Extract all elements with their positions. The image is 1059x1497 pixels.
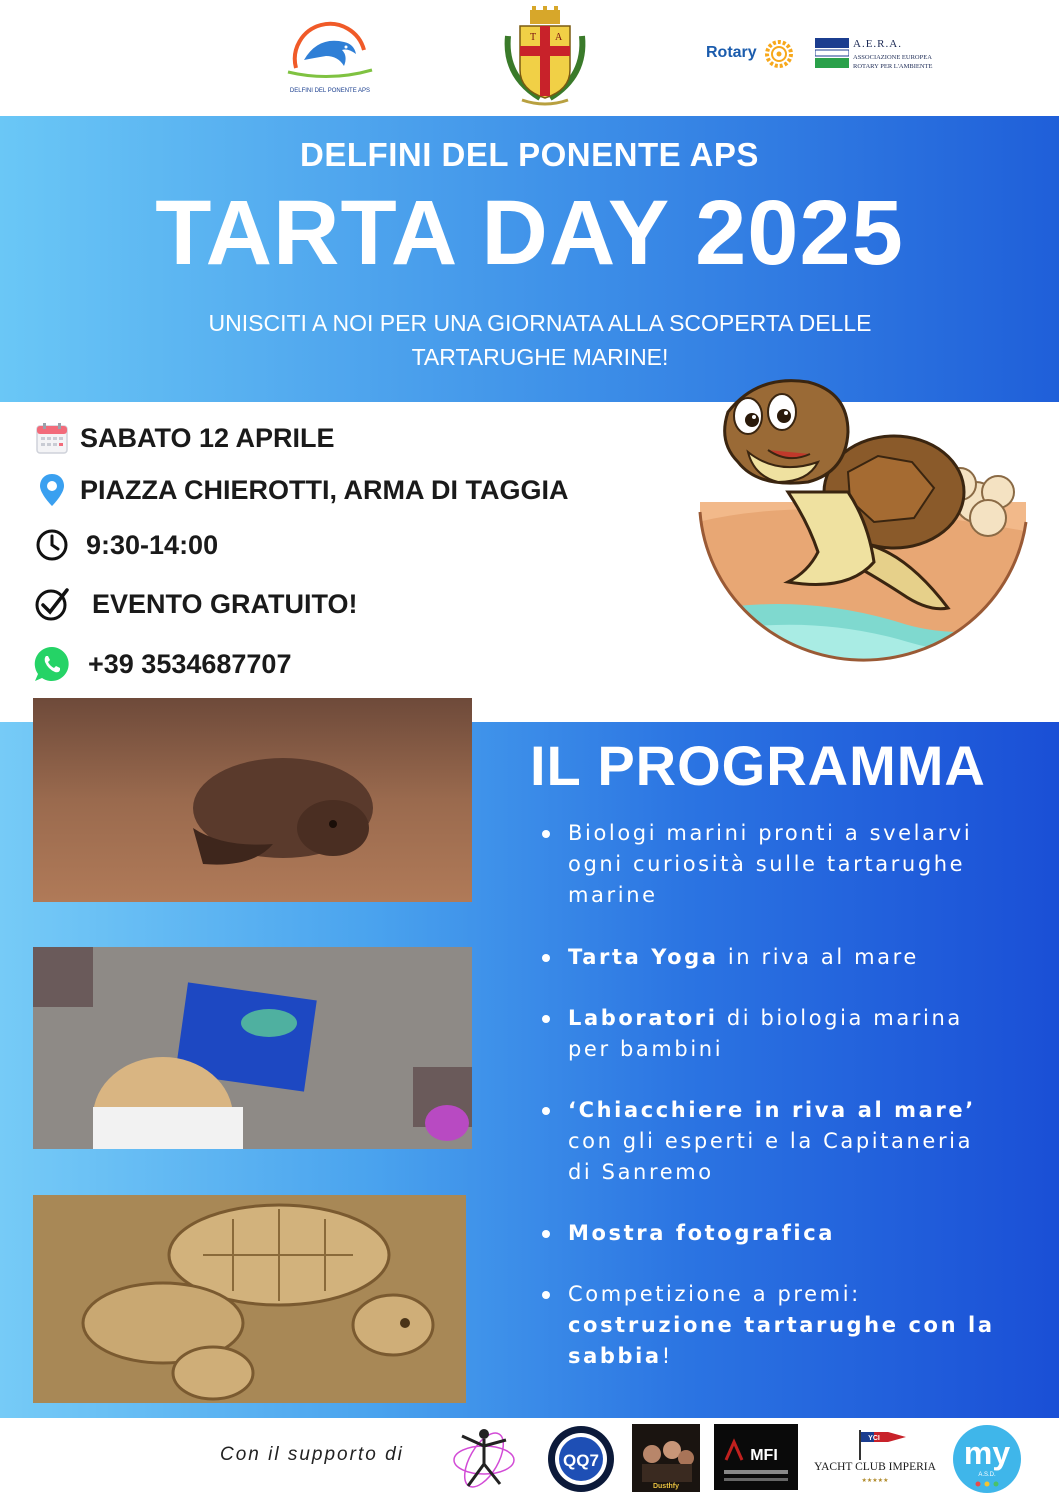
aera-name: A.E.R.A. [853, 38, 902, 50]
crest-icon [500, 6, 590, 110]
yacht-club-flag-icon [808, 1424, 942, 1488]
sponsor-azzurra [448, 1424, 520, 1496]
my-sub-text: A.S.D. [978, 1472, 996, 1478]
delfini-logo [282, 20, 378, 94]
event-time: 9:30-14:00 [86, 529, 219, 560]
aera-emblem-icon [815, 36, 849, 72]
organization-name: DELFINI DEL PONENTE APS [300, 136, 759, 173]
info-phone [32, 644, 291, 684]
band-text: Dusthfy [652, 1483, 680, 1490]
sponsor-mfi [714, 1424, 798, 1494]
clock-icon [32, 525, 72, 565]
program-item-3-bold: Laboratori [568, 1006, 718, 1030]
event-place: PIAZZA CHIEROTTI, ARMA DI TAGGIA [80, 474, 569, 505]
sponsor-qq7 [546, 1424, 616, 1497]
qq7-text: QQ7 [563, 1451, 599, 1470]
program-title: IL PROGRAMMA [530, 734, 986, 797]
taggia-crest [500, 6, 590, 110]
info-place [32, 470, 568, 510]
yacht-club-stars: ★★★★★ [861, 1477, 889, 1484]
event-phone: +39 3534687707 [88, 648, 292, 679]
hero-band [0, 116, 1059, 402]
event-subtitle: UNISCITI A NOI PER UNA GIORNATA ALLA SCOPERTA DELLE TARTARUGHE MARINE! [208, 310, 872, 370]
program-item-2 [540, 942, 1000, 973]
info-price [32, 584, 358, 624]
program-item-4-text: con gli esperti e la Capitaneria di Sanremo [568, 1129, 974, 1184]
check-circle-icon [32, 584, 72, 624]
sponsor-my [950, 1424, 1024, 1497]
info-time [32, 525, 218, 565]
aera-line-2: ROTARY PER L'AMBIENTE [853, 63, 933, 70]
info-date [32, 418, 335, 458]
program-item-6 [540, 1279, 1000, 1372]
program-item-2-text: in riva al mare [718, 945, 919, 969]
yacht-club-text: YACHT CLUB IMPERIA [814, 1461, 936, 1473]
dolphin-logo-icon [282, 20, 378, 86]
delfini-caption: DELFINI DEL PONENTE APS [289, 88, 371, 94]
event-date: SABATO 12 APRILE [80, 422, 335, 453]
program-item-5 [540, 1218, 1000, 1249]
crest-letter-t: T [530, 32, 537, 43]
program-item-3 [540, 1003, 1000, 1065]
turtle-mascot-icon [698, 372, 1030, 692]
program-item-6-bold: costruzione tartarughe con la sabbia [568, 1313, 995, 1368]
photo-sand-turtle-sculpture [33, 1195, 466, 1403]
event-title: TARTA DAY 2025 [155, 182, 904, 284]
program-item-1 [540, 818, 1000, 911]
program-item-4-bold: ‘Chiacchiere in riva al mare’ [568, 1098, 976, 1122]
program-item-2-bold: Tarta Yoga [568, 945, 719, 969]
photo-children-painting [33, 947, 472, 1149]
sponsors-bar [0, 1418, 1059, 1497]
my-text: my [963, 1435, 1011, 1471]
aera-description [853, 53, 953, 71]
rotary-wheel-icon [764, 39, 794, 69]
program-item-4 [540, 1095, 1000, 1188]
program-item-3-text: di biologia marina per bambini [568, 1006, 963, 1061]
crest-letter-a: A [555, 32, 563, 43]
sponsor-band [632, 1424, 700, 1496]
support-label: Con il supporto di [220, 1444, 404, 1465]
header-logos [0, 0, 1059, 116]
my-logo-icon [950, 1424, 1024, 1494]
yoga-figure-icon [448, 1424, 520, 1492]
photo-hatchling-on-sand [33, 698, 472, 902]
rotary-logo [706, 38, 798, 72]
program-item-6-suffix: ! [661, 1344, 673, 1368]
aera-logo [815, 36, 951, 76]
sponsor-yacht-club-imperia [808, 1424, 942, 1492]
mfi-logo-icon [714, 1424, 798, 1490]
location-pin-icon [32, 470, 72, 510]
whatsapp-icon [32, 644, 72, 684]
rotary-text: Rotary [706, 44, 757, 61]
cartoon-turtle-illustration [698, 372, 1030, 692]
program-item-5-bold: Mostra fotografica [568, 1221, 836, 1245]
qq7-badge-icon [546, 1424, 616, 1494]
mfi-text: MFI [750, 1447, 778, 1464]
band-photo-icon [632, 1424, 700, 1492]
program-item-6-text: Competizione a premi: [568, 1282, 861, 1306]
calendar-icon [32, 418, 72, 458]
yci-short: YCI [868, 1435, 880, 1442]
program-item-1-text: Biologi marini pronti a svelarvi ogni curiosità sulle tartarughe marine [568, 821, 973, 907]
aera-line-1: ASSOCIAZIONE EUROPEA [853, 54, 932, 61]
event-price: EVENTO GRATUITO! [92, 588, 358, 619]
